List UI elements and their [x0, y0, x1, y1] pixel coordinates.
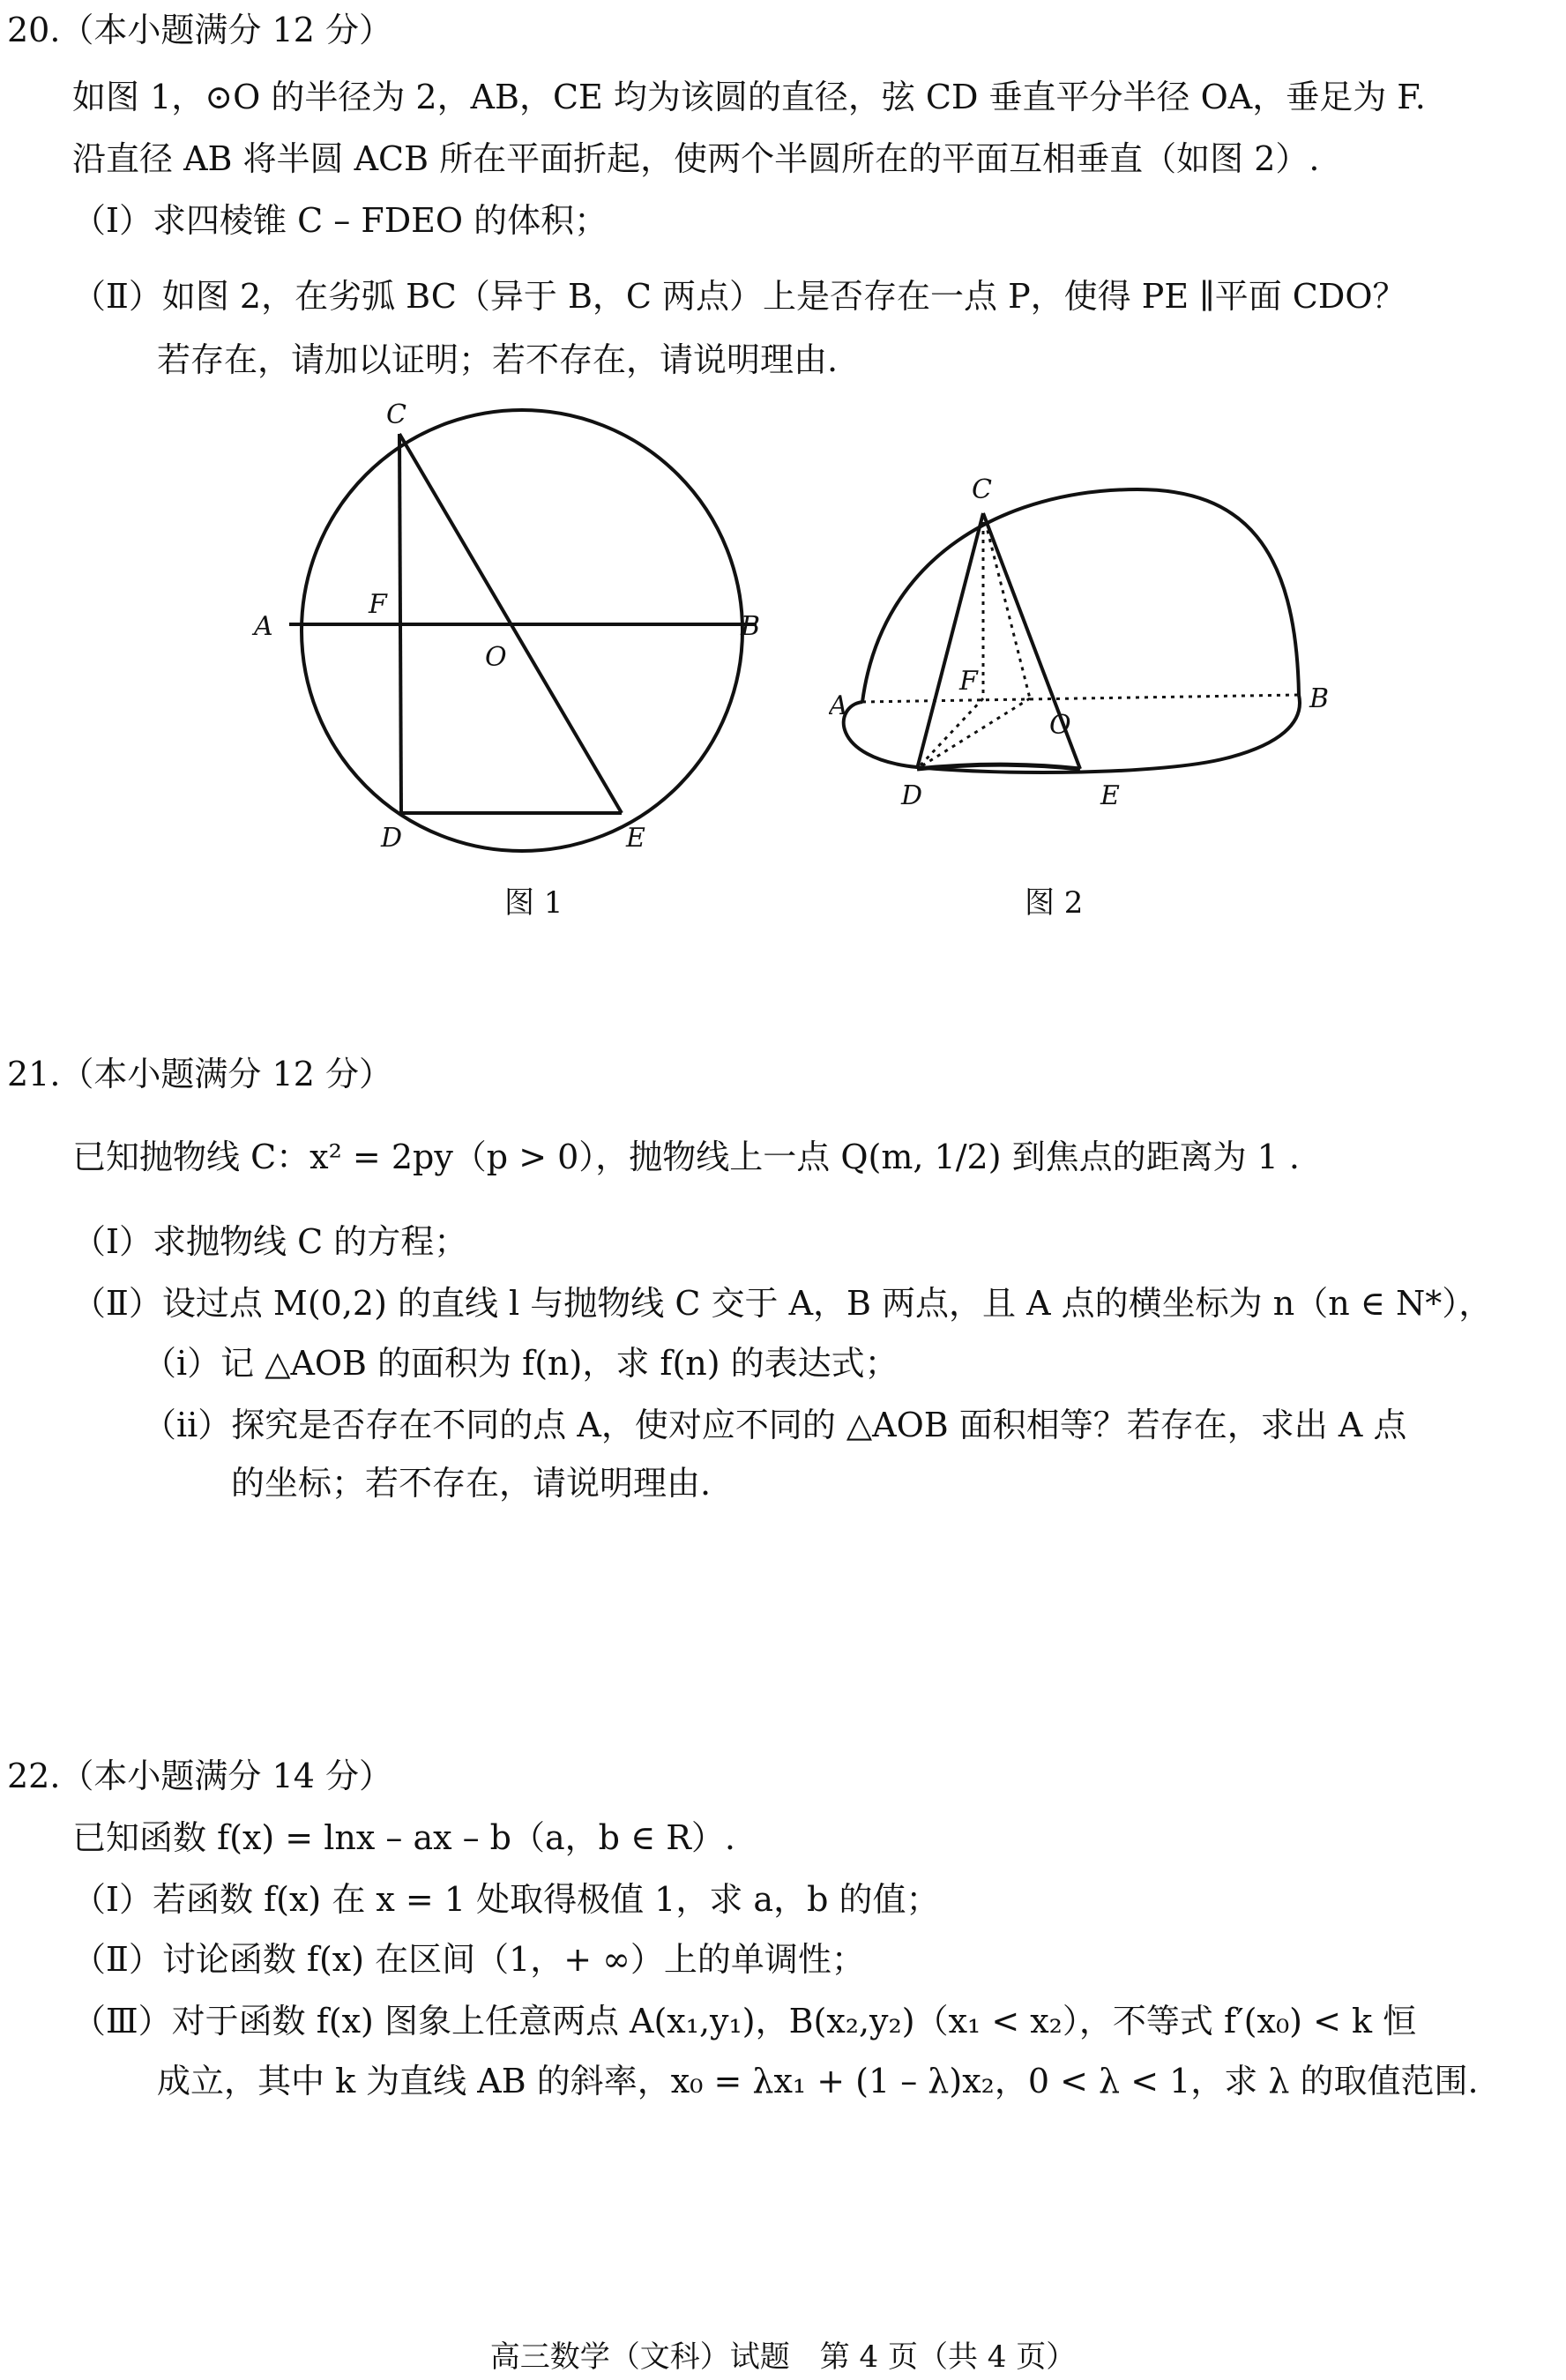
fig2-arc-de: [917, 765, 1080, 769]
q20-part1: （Ⅰ）求四棱锥 C – FDEO 的体积；: [72, 201, 608, 240]
q22-statement: 已知函数 f(x) = lnx – ax – b（a，b ∈ R）.: [72, 1818, 735, 1857]
fig2-diameter-ab: [862, 695, 1299, 702]
fig1-label-a: A: [254, 611, 273, 642]
q22-part1: （Ⅰ）若函数 f(x) 在 x = 1 处取得极值 1，求 a，b 的值；: [72, 1880, 940, 1919]
fig2-segment-cd: [917, 513, 983, 769]
figure-2-caption: 图 2: [1025, 885, 1084, 921]
fig1-label-o: O: [485, 642, 507, 673]
figure-1-circle-diagram: [238, 397, 802, 891]
fig1-label-f: F: [369, 589, 387, 620]
q21-part2: （Ⅱ）设过点 M(0,2) 的直线 l 与抛物线 C 交于 A，B 两点，且 A 点的横坐标为 n（n ∈ N*），: [72, 1284, 1493, 1323]
q22-part3-cont: 成立，其中 k 为直线 AB 的斜率，x₀ = λx₁ + (1 – λ)x₂，0 < λ < 1，求 λ 的取值范围.: [157, 2062, 1479, 2100]
fig1-chord-cd: [399, 434, 401, 813]
q22-part3: （Ⅲ）对于函数 f(x) 图象上任意两点 A(x₁,y₁)，B(x₂,y₂)（x₁ < x₂），不等式 f′(x₀) < k 恒: [72, 2002, 1417, 2041]
figure-2-folded-diagram: [829, 459, 1358, 829]
q22-header: 22.（本小题满分 14 分）: [7, 1757, 392, 1795]
q21-part1: （Ⅰ）求抛物线 C 的方程；: [72, 1222, 468, 1261]
page-footer: 高三数学（文科）试题 第 4 页（共 4 页）: [489, 2339, 1077, 2375]
q20-statement-line1: 如图 1，⊙O 的半径为 2，AB，CE 均为该圆的直径，弦 CD 垂直平分半径 OA，垂足为 F.: [72, 78, 1426, 116]
fig1-label-e: E: [626, 823, 645, 854]
q21-header: 21.（本小题满分 12 分）: [7, 1055, 392, 1093]
fig2-lower-semi-ellipse: [844, 695, 1300, 772]
fig2-label-a: A: [829, 690, 848, 721]
fig2-upper-semicircle: [862, 489, 1299, 702]
fig2-label-c: C: [972, 474, 992, 505]
fig1-circle: [302, 410, 742, 851]
fig2-label-e: E: [1100, 780, 1120, 811]
fig2-segment-co: [983, 513, 1030, 698]
fig2-label-o: O: [1049, 710, 1071, 741]
q20-statement-line2: 沿直径 AB 将半圆 ACB 所在平面折起，使两个半圆所在的平面互相垂直（如图 2）.: [72, 139, 1320, 178]
fig1-label-b: B: [741, 611, 761, 642]
q21-part2-ii-cont: 的坐标；若不存在，请说明理由.: [231, 1464, 712, 1503]
q21-statement: 已知抛物线 C：x² = 2py（p > 0），抛物线上一点 Q(m, 1/2) 到焦点的距离为 1 .: [72, 1138, 1301, 1176]
q20-part2: （Ⅱ）如图 2，在劣弧 BC（异于 B，C 两点）上是否存在一点 P，使得 PE ∥平面 CDO？: [72, 277, 1406, 316]
q21-part2-i: （ⅰ）记 △AOB 的面积为 f(n)，求 f(n) 的表达式；: [143, 1344, 899, 1383]
figure-1-caption: 图 1: [504, 885, 563, 921]
fig2-label-d: D: [901, 780, 923, 811]
q21-part2-ii: （ⅱ）探究是否存在不同的点 A，使对应不同的 △AOB 面积相等？若存在，求出 A 点: [143, 1406, 1407, 1444]
q22-part2: （Ⅱ）讨论函数 f(x) 在区间（1，+ ∞）上的单调性；: [72, 1940, 865, 1979]
fig1-label-d: D: [381, 823, 403, 854]
q20-part2-cont: 若存在，请加以证明；若不存在，请说明理由.: [157, 340, 839, 379]
fig1-label-c: C: [386, 399, 406, 430]
fig2-label-f: F: [959, 666, 978, 697]
fig2-label-b: B: [1309, 683, 1330, 714]
q20-header: 20.（本小题满分 12 分）: [7, 11, 392, 49]
